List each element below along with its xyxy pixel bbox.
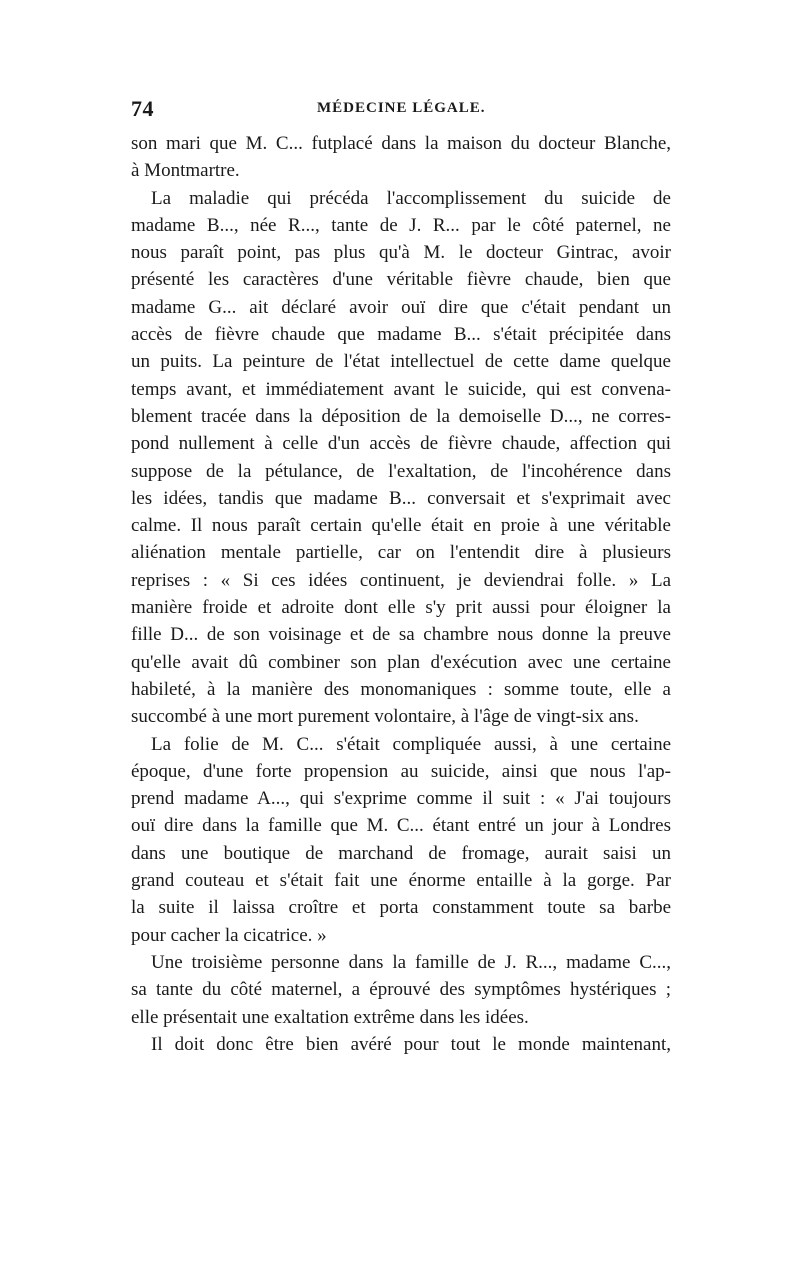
text-line: grand couteau et s'était fait une énorme entaille à la gorge. Par: [131, 870, 671, 892]
text-line: Une troisième personne dans la famille de J. R..., madame C...,: [151, 951, 671, 973]
text-line: à Montmartre.: [131, 160, 240, 182]
text-line: madame G... ait déclaré avoir ouï dire que c'était pendant un: [131, 296, 671, 318]
text-line: ouï dire dans la famille que M. C... étant entré un jour à Londres: [131, 815, 671, 837]
text-line: son mari que M. C... futplacé dans la maison du docteur Blanche,: [131, 133, 671, 154]
text-line: habileté, à la manière des monomaniques : somme toute, elle a: [131, 678, 671, 700]
text-line: elle présentait une exaltation extrême dans les idées.: [131, 1006, 529, 1028]
text-line: sa tante du côté maternel, a éprouvé des symptômes hystériques ;: [131, 979, 671, 1001]
running-title: MÉDECINE LÉGALE.: [317, 100, 486, 116]
page-header: [131, 96, 671, 122]
text-line: manière froide et adroite dont elle s'y prit aussi pour éloigner la: [131, 597, 671, 619]
text-line: un puits. La peinture de l'état intellectuel de cette dame quelque: [131, 351, 671, 373]
text-line: les idées, tandis que madame B... conversait et s'exprimait avec: [131, 487, 671, 509]
text-line: pond nullement à celle d'un accès de fièvre chaude, affection qui: [131, 433, 671, 455]
text-line: suppose de la pétulance, de l'exaltation, de l'incohérence dans: [131, 460, 671, 482]
text-line: blement tracée dans la déposition de la demoiselle D..., ne corres-: [131, 405, 671, 427]
text-line: dans une boutique de marchand de fromage, aurait saisi un: [131, 842, 671, 864]
text-line: succombé à une mort purement volontaire, à l'âge de vingt-six ans.: [131, 706, 639, 728]
text-line: prend madame A..., qui s'exprime comme il suit : « J'ai toujours: [131, 788, 671, 810]
text-line: calme. Il nous paraît certain qu'elle était en proie à une véritable: [131, 515, 671, 537]
text-line: pour cacher la cicatrice. »: [131, 924, 327, 946]
text-line: La folie de M. C... s'était compliquée aussi, à une certaine: [151, 733, 671, 755]
text-line: présenté les caractères d'une véritable fièvre chaude, bien que: [131, 269, 671, 291]
text-line: qu'elle avait dû combiner son plan d'exécution avec une certaine: [131, 651, 671, 673]
body-text: [131, 130, 671, 1058]
text-line: La maladie qui précéda l'accomplissement du suicide de: [151, 187, 671, 209]
text-line: Il doit donc être bien avéré pour tout le monde maintenant,: [151, 1033, 671, 1055]
text-line: fille D... de son voisinage et de sa chambre nous donne la preuve: [131, 624, 671, 646]
text-line: nous paraît point, pas plus qu'à M. le docteur Gintrac, avoir: [131, 242, 671, 264]
text-line: la suite il laissa croître et porta constamment toute sa barbe: [131, 897, 671, 919]
text-line: madame B..., née R..., tante de J. R... par le côté paternel, ne: [131, 214, 671, 236]
text-line: aliénation mentale partielle, car on l'entendit dire à plusieurs: [131, 542, 671, 564]
text-line: temps avant, et immédiatement avant le suicide, qui est convena-: [131, 378, 671, 400]
text-line: accès de fièvre chaude que madame B... s'était précipitée dans: [131, 324, 671, 346]
text-line: époque, d'une forte propension au suicide, ainsi que nous l'ap-: [131, 760, 671, 782]
page-number: 74: [131, 96, 154, 121]
text-line: reprises : « Si ces idées continuent, je deviendrai folle. » La: [131, 569, 671, 591]
